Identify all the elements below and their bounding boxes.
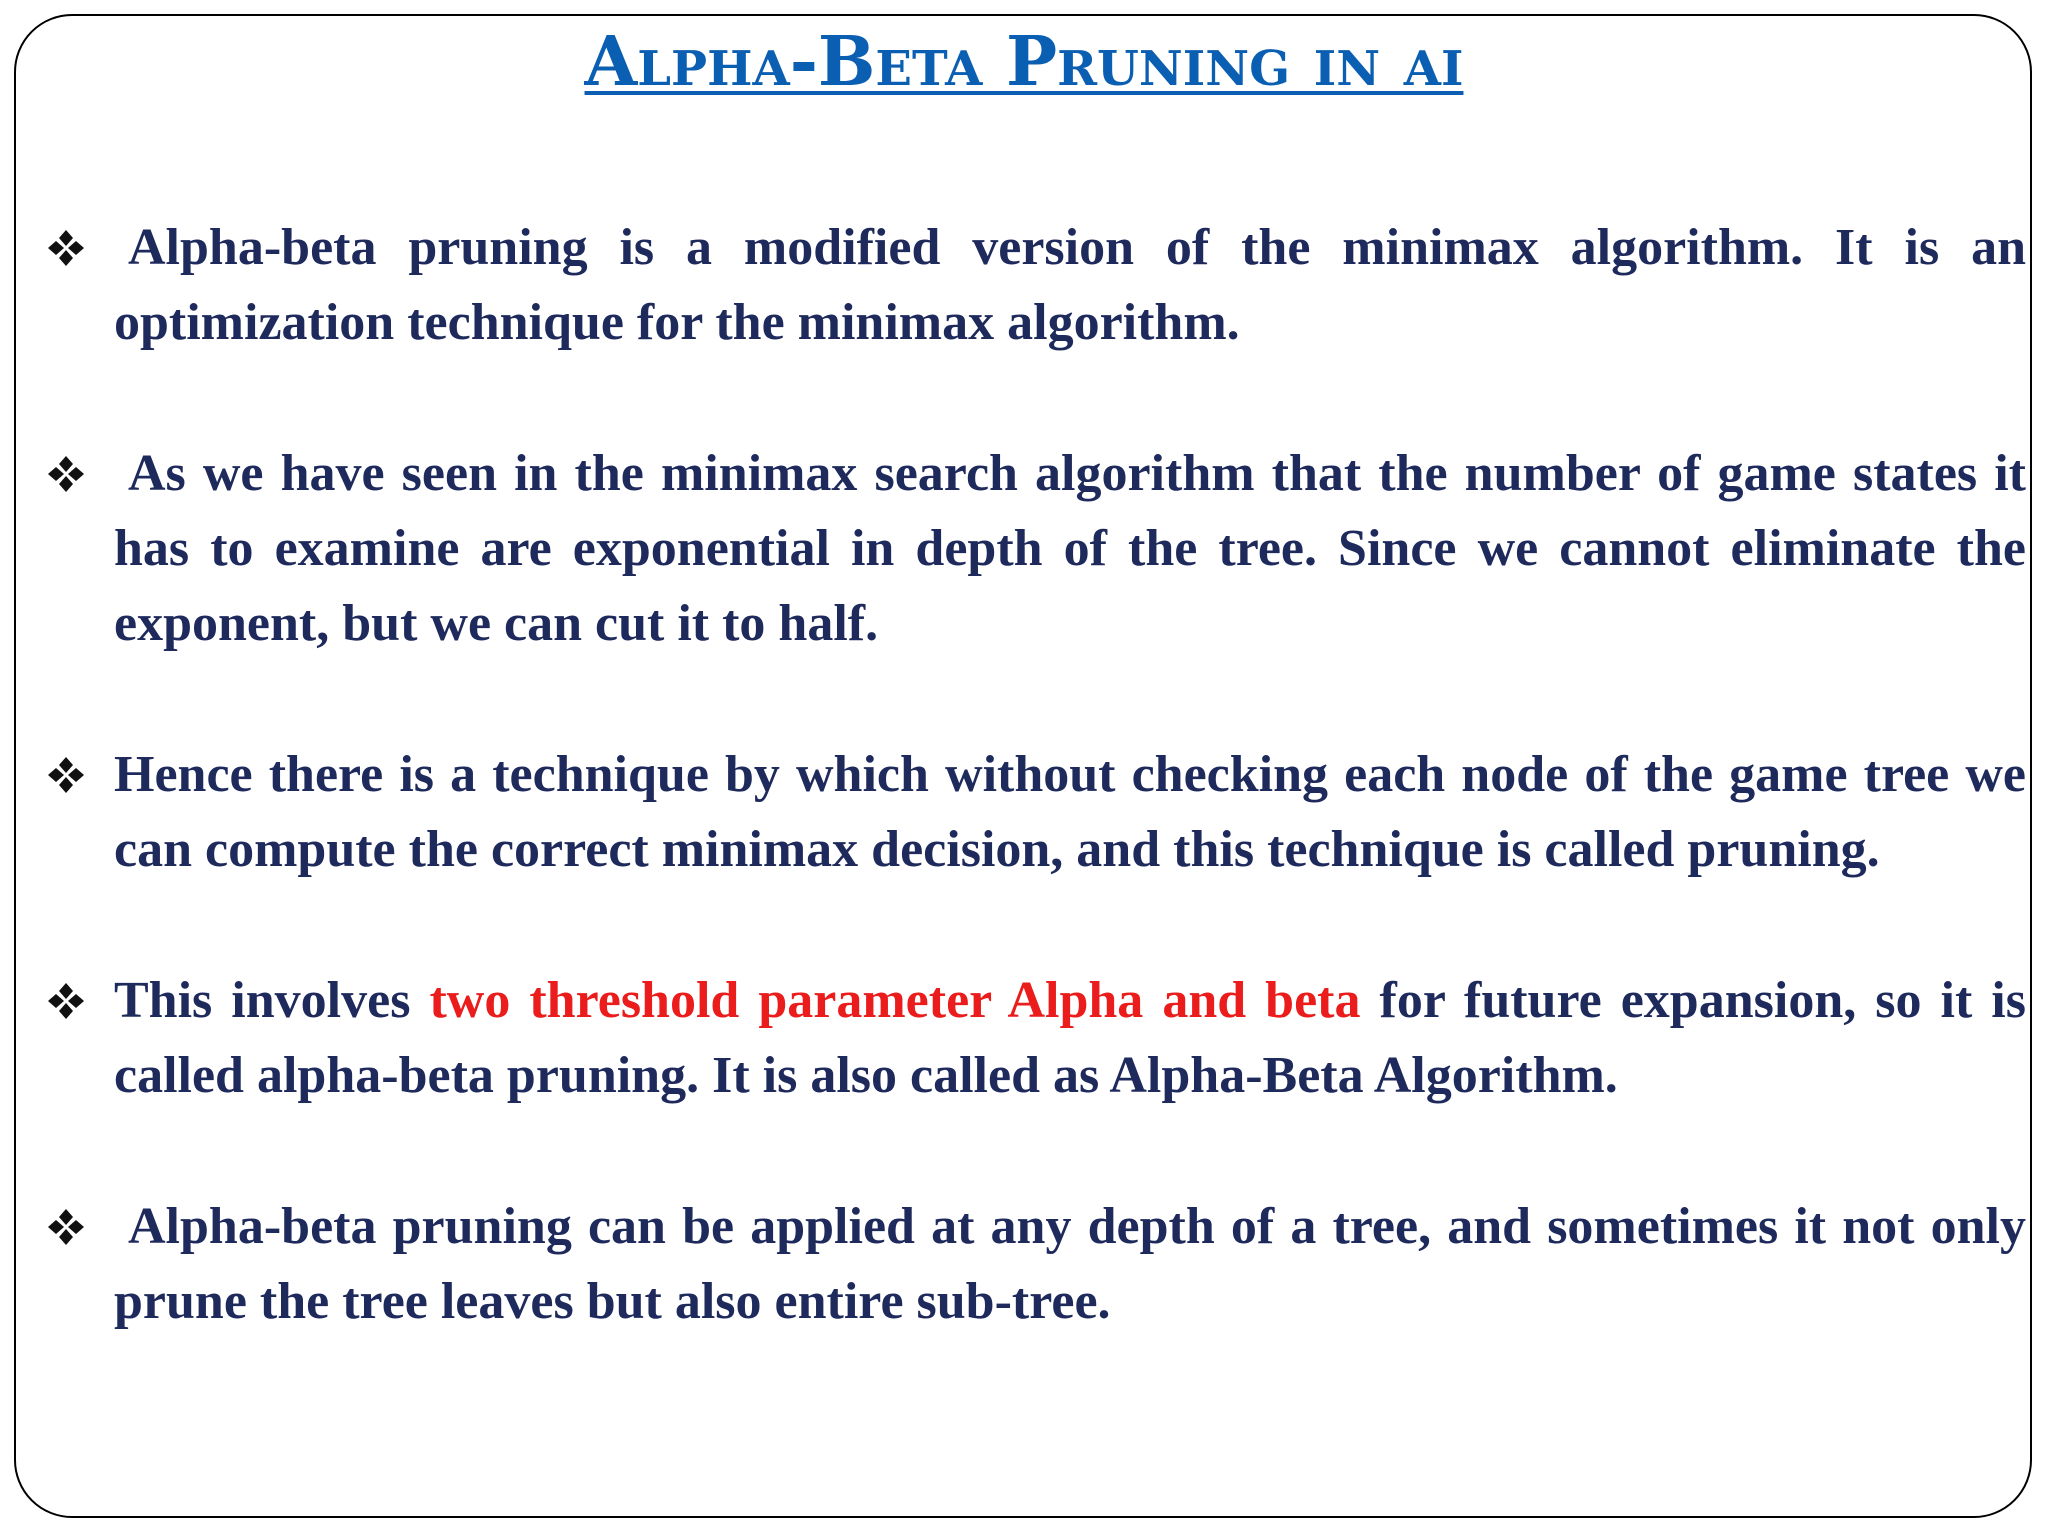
bullet-text-5: Alpha-beta pruning can be applied at any depth of a tree, and sometimes it not only prune the tree leaves but also entire sub-tree. xyxy=(114,1198,2026,1330)
four-diamond-bullet-icon xyxy=(44,436,88,511)
bullet-text-3: Hence there is a technique by which without checking each node of the game tree we can compute the correct minimax decision, and this technique is called pruning. xyxy=(114,746,2026,878)
four-diamond-bullet-icon xyxy=(44,963,88,1038)
four-diamond-bullet-icon xyxy=(44,1189,88,1264)
bullet-item-1 xyxy=(44,210,2026,360)
bullet-list xyxy=(44,210,2026,1339)
bullet-item-5 xyxy=(44,1189,2026,1339)
four-diamond-bullet-icon xyxy=(44,210,88,285)
bullet-text-1: Alpha-beta pruning is a modified version of the minimax algorithm. It is an optimization technique for the minimax algorithm. xyxy=(114,219,2026,351)
bullet-item-2 xyxy=(44,436,2026,661)
bullet-text-4-highlight: two threshold parameter Alpha and beta xyxy=(429,972,1361,1029)
bullet-text-4-before: This involves xyxy=(114,972,430,1029)
slide-title xyxy=(0,20,2048,104)
slide-title-text: Alpha-Beta Pruning in ai xyxy=(584,22,1464,102)
four-diamond-bullet-icon xyxy=(44,737,88,812)
bullet-text-2: As we have seen in the minimax search algorithm that the number of game states it has to examine are exponential in depth of the tree. Since we cannot eliminate the exponent, but we can cut it to half. xyxy=(114,445,2026,652)
bullet-text-4-after: for future expansion, so it is called alpha-beta pruning. It is also called as Alpha-Beta Algorithm. xyxy=(114,972,2026,1104)
bullet-item-3 xyxy=(44,737,2026,887)
bullet-item-4 xyxy=(44,963,2026,1113)
